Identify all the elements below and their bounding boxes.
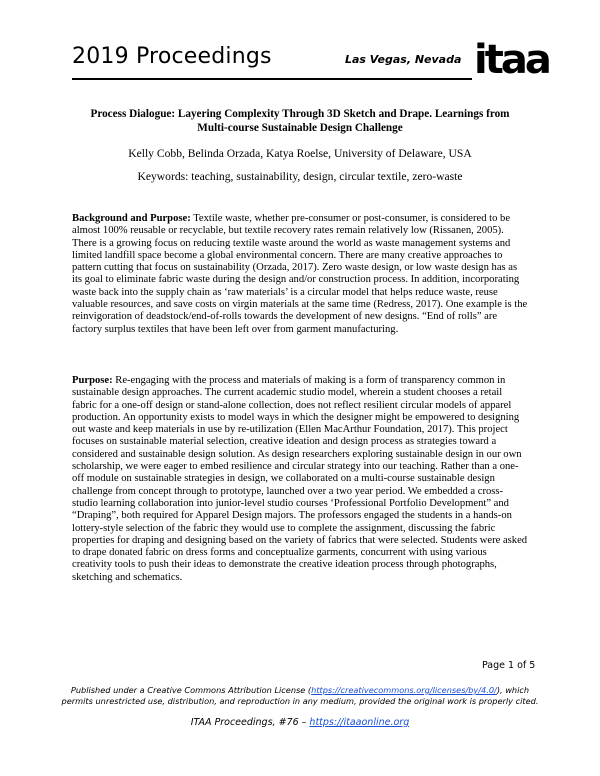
proceedings-footer: [60, 717, 540, 728]
itaa-logo-text: itaa: [474, 37, 549, 83]
license-text-pre: Published under a Creative Commons Attribution License (: [70, 685, 312, 695]
page-number: Page 1 of 5: [482, 660, 536, 671]
background-heading: Background and Purpose:: [72, 213, 191, 224]
license-text-post: ), which permits unrestricted use, distribution, and reproduction in any medium, provided the original work is properly cited.: [61, 685, 539, 706]
license-link[interactable]: https://creativecommons.org/licenses/by/4.0/: [311, 685, 497, 695]
conference-location: Las Vegas, Nevada: [345, 53, 462, 66]
proceedings-number: ITAA Proceedings, #76 –: [190, 717, 310, 728]
header-divider: [72, 78, 472, 80]
purpose-heading: Purpose:: [72, 375, 113, 386]
paper-keywords: Keywords: teaching, sustainability, design, circular textile, zero-waste: [137, 170, 463, 183]
purpose-paragraph: [72, 375, 528, 584]
paper-title-line1: Process Dialogue: Layering Complexity Through 3D Sketch and Drape. Learnings from: [90, 108, 510, 120]
background-paragraph: [72, 213, 528, 336]
proceedings-title: 2019 Proceedings: [72, 44, 272, 69]
paper-authors: Kelly Cobb, Belinda Orzada, Katya Roelse, University of Delaware, USA: [128, 147, 472, 160]
itaa-website-link[interactable]: https://itaaonline.org: [309, 717, 410, 728]
paper-title-line2: Multi-course Sustainable Design Challenge: [197, 122, 403, 134]
purpose-body: Re-engaging with the process and materials of making is a form of transparency common in sustainable design approaches. The current academic studio model, wherein a student chooses a retail fabric for a one-off design or stand-alone collection, does not reflect resilient circular models of apparel production. An opportunity exists to model ways in which the designer might be empowered to designing out waste and keep materials in use by re-utilization (Ellen MacArthur Foundation, 2017). This project focuses on sustainable material selection, creative ideation and design process as strategies toward a considered and sustainable design solution. As design researchers exploring sustainable design in our own scholarship, we were eager to embed resilience and circular strategy into our teaching. Rather than a one-off module on sustainable strategies in design, we collaborated on a multi-course sustainable design challenge from concept through to prototype, launched over a two year period. We embedded a cross-studio learning collaboration into junior-level studio courses ‘Professional Portfolio Development” and “Draping”, both required for Apparel Design majors. The professors engaged the students in a hands-on lottery-style selection of the fabric they would use to complete the assignment, discussing the fabric properties for draping and designing based on the variety of fabrics that were selected. Students were asked to drape donated fabric on dress forms and conceptualize garments, concurrent with using various creativity tools to push their ideas to demonstrate the creative ideation process through photographs, sketching and schematics.: [72, 375, 528, 583]
license-notice: [60, 685, 540, 707]
paper-title: [72, 107, 528, 135]
background-body: Textile waste, whether pre-consumer or post-consumer, is considered to be almost 100% reusable or recyclable, but textile recovery rates remain relatively low (Rissanen, 2005). There is a growing focus on reducing textile waste around the world as waste management systems and limited landfill space become a global environmental concern. There are many creative approaches to pattern cutting that focus on sustainability (Orzada, 2017). Zero waste design, or low waste design has as its goal to eliminate fabric waste during the design and/or construction process. In addition, incorporating waste back into the supply chain as ‘raw materials’ is a circular model that helps reduce waste, reuse valuable resources, and save costs on virgin materials at the same time (Redress, 2017). One example is the reinvigoration of deadstock/end-of-rolls towards the development of new designs. “End of rolls” are factory surplus textiles that have been left over from garment manufacturing.: [72, 213, 528, 335]
itaa-logo: [474, 34, 549, 86]
